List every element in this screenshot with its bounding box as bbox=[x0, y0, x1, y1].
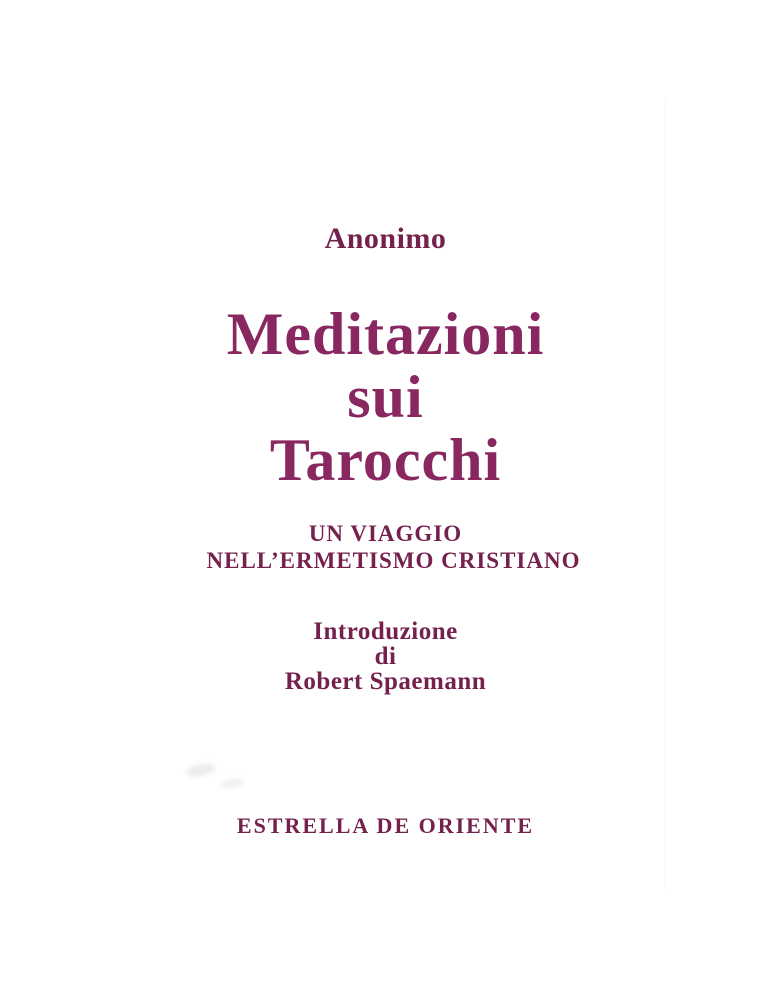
author-name: Anonimo bbox=[324, 222, 447, 255]
book-title-line-1: Meditazioni bbox=[226, 301, 545, 367]
book-title-line-3: Tarocchi bbox=[269, 427, 502, 493]
introduction-di: di bbox=[374, 643, 397, 670]
scan-edge-line-artifact bbox=[665, 100, 666, 890]
scan-smudge-artifact bbox=[185, 761, 217, 779]
introduction-label: Introduzione bbox=[313, 618, 458, 645]
introduction-author: Robert Spaemann bbox=[284, 668, 487, 695]
book-subtitle-line-1: UN VIAGGIO bbox=[308, 521, 463, 546]
scan-smudge-artifact bbox=[219, 777, 244, 789]
publisher-name: ESTRELLA DE ORIENTE bbox=[236, 813, 535, 838]
book-subtitle-line-2: NELL’ERMETISMO CRISTIANO bbox=[206, 548, 581, 573]
book-title-line-2: sui bbox=[347, 364, 424, 430]
book-subtitle bbox=[0, 520, 771, 574]
book-title bbox=[0, 303, 771, 492]
introduction-credit bbox=[0, 619, 771, 694]
